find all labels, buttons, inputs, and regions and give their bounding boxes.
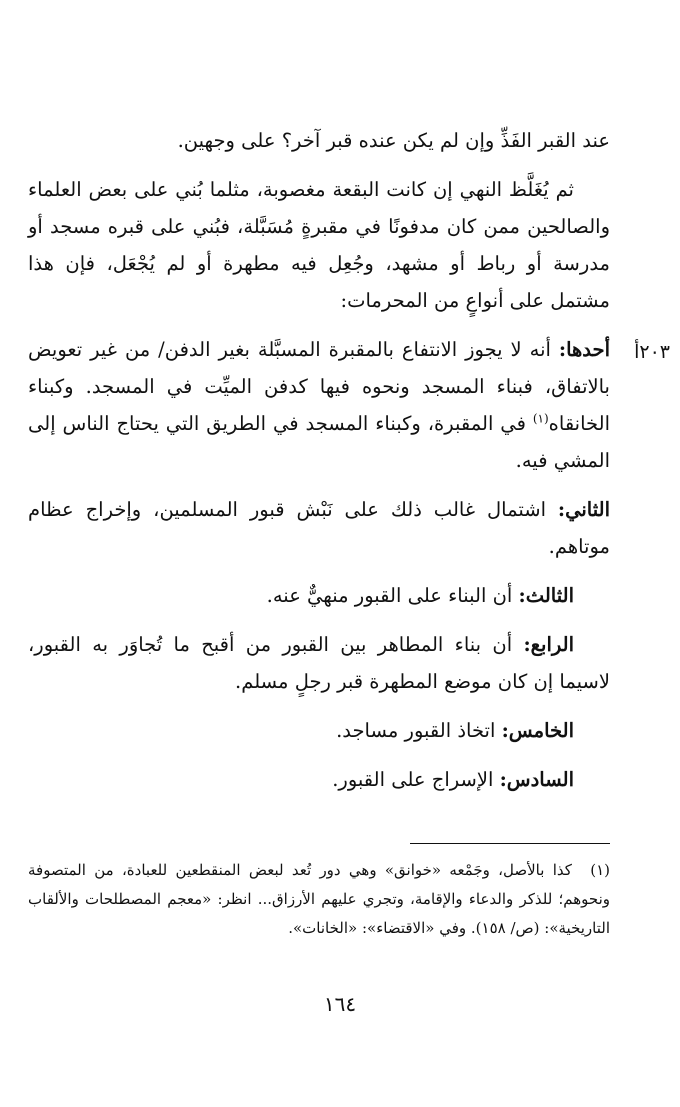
paragraph-1: عند القبر الفَذِّ وإن لم يكن عنده قبر آخر؟ على وجهين.	[177, 129, 610, 152]
item-term: أحدها:	[558, 338, 611, 361]
item-term: الرابع:	[523, 633, 575, 656]
item-term: السادس:	[499, 768, 574, 791]
item-term: الثاني:	[557, 498, 610, 521]
item-fifth	[28, 712, 610, 749]
item-term: الثالث:	[518, 584, 574, 607]
item-text-continued: في المقبرة، وكبناء المسجد في الطريق التي يحتاج الناس إلى المشي فيه.	[28, 412, 610, 472]
manuscript-folio-reference: ٢٠٣أ	[634, 341, 670, 363]
footnote-text: كذا بالأصل، وجَمْعه «خوانق» وهي دور تُعد لبعض المنقطعين للعبادة، من المتصوفة ونحوهم؛ للذكر والدعاء والإقامة، وتجري عليهم الأرزاق... انظر: «معجم المصطلحات والألقاب التاريخية»: (ص/ ١٥٨). وفي «الاقتضاء»: «الخانات».	[28, 861, 610, 937]
footnote-divider	[410, 843, 610, 844]
item-text: الإسراج على القبور.	[332, 768, 494, 791]
paragraph-2: ثم يُغَلَّظ النهي إن كانت البقعة مغصوبة، مثلما بُني على بعض العلماء والصالحين ممن كان مدفونًا في مقبرةٍ مُسَبَّلة، فبُني على قبره مسجد أو مدرسة أو رباط أو مشهد، وجُعِل فيه مطهرة أو لم يُجْعَل، فإن هذا مشتمل على أنواعٍ من المحرمات:	[28, 178, 610, 312]
footnotes	[28, 856, 610, 943]
item-text: أنه لا يجوز الانتفاع بالمقبرة المسبَّلة بغير الدفن/ من غير تعويض بالاتفاق، فبناء المسجد ونحوه فيها كدفن الميِّت في المسجد. وكبناء الخانقاه	[28, 338, 610, 435]
item-second	[28, 491, 610, 565]
item-first	[28, 331, 610, 479]
main-text	[28, 122, 610, 810]
item-fourth	[28, 626, 610, 700]
footnote-1	[28, 856, 610, 943]
page-number: ١٦٤	[323, 992, 357, 1016]
item-third	[28, 577, 610, 614]
item-text: أن بناء المطاهر بين القبور من أقبح ما تُجاوَر به القبور، لاسيما إن كان موضع المطهرة قبر رجلٍ مسلم.	[28, 633, 610, 693]
footnote-number: (١)	[590, 861, 610, 879]
item-text: أن البناء على القبور منهيٌّ عنه.	[266, 584, 513, 607]
item-text: اشتمال غالب ذلك على نَبْش قبور المسلمين، وإخراج عظام موتاهم.	[28, 498, 610, 558]
item-term: الخامس:	[501, 719, 574, 742]
footnote-reference[interactable]: (١)	[532, 411, 549, 426]
item-text: اتخاذ القبور مساجد.	[336, 719, 496, 742]
item-sixth	[28, 761, 610, 798]
